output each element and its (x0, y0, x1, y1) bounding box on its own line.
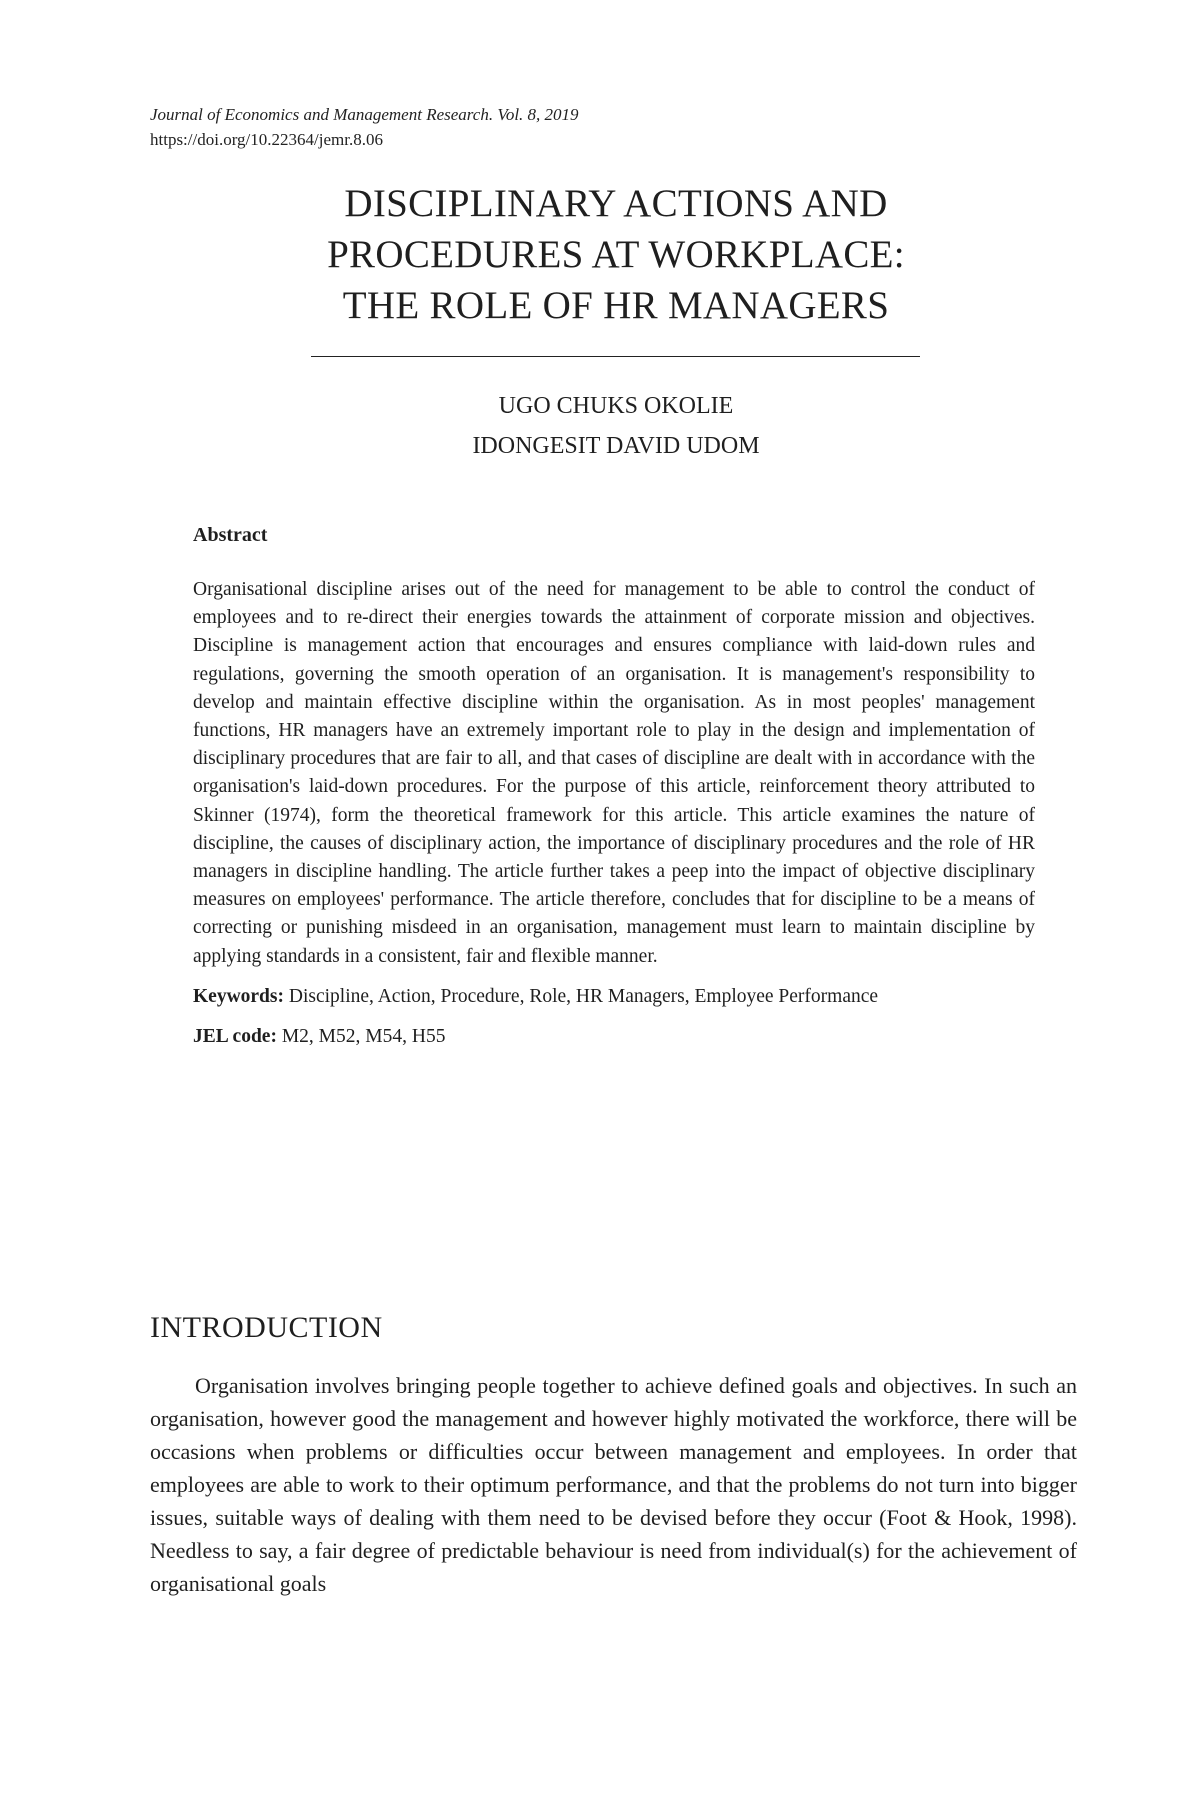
paper-title (150, 178, 1082, 331)
doi-link[interactable]: https://doi.org/10.22364/jemr.8.06 (150, 130, 383, 149)
jel-label: JEL code: (193, 1026, 282, 1048)
author-list (150, 386, 1082, 466)
keywords (193, 983, 1035, 1012)
introduction-heading: INTRODUCTION (150, 1311, 383, 1344)
jel-value: M2, M52, M54, H55 (281, 1026, 446, 1048)
keywords-label: Keywords: (193, 985, 289, 1007)
abstract-section (193, 522, 1035, 1051)
abstract-body: Organisational discipline arises out of the need for management to be able to control the conduct of employees and to re-direct their energies towards the attainment of corporate mission and objectives. Discipline is management action that encourages and ensures compliance with laid-down rules and regulations, governing the smooth operation of an organisation. It is management's responsibility to develop and maintain effective discipline within the organisation. As in most peoples' management functions, HR managers have an extremely important role to play in the design and implementation of disciplinary procedures that are fair to all, and that cases of discipline are dealt with in accordance with the organisation's laid-down procedures. For the purpose of this article, reinforcement theory attributed to Skinner (1974), form the theoretical framework for this article. This article examines the nature of discipline, the causes of disciplinary action, the importance of disciplinary procedures and the role of HR managers in discipline handling. The article further takes a peep into the impact of objective disciplinary measures on employees' performance. The article therefore, concludes that for discipline to be a means of correcting or punishing misdeed in an organisation, management must learn to maintain discipline by applying standards in a consistent, fair and flexible manner. (193, 579, 1035, 967)
title-line-3: THE ROLE OF HR MANAGERS (342, 284, 890, 327)
keywords-value: Discipline, Action, Procedure, Role, HR Managers, Employee Performance (288, 985, 879, 1007)
jel-code (193, 1023, 1035, 1051)
author-name: IDONGESIT DAVID UDOM (472, 433, 760, 459)
author-name: UGO CHUKS OKOLIE (498, 393, 734, 419)
journal-header (150, 102, 579, 152)
abstract-heading: Abstract (193, 524, 268, 546)
title-line-1: DISCIPLINARY ACTIONS AND (344, 182, 888, 225)
title-divider (311, 356, 920, 357)
journal-citation: Journal of Economics and Management Research. Vol. 8, 2019 (150, 105, 579, 124)
introduction-body: Organisation involves bringing people together to achieve defined goals and objectives. In such an organisation, however good the management and however highly motivated the workforce, there will be occasions when problems or difficulties occur between management and employees. In order that employees are able to work to their optimum performance, and that the problems do not turn into bigger issues, suitable ways of dealing with them need to be devised before they occur (Foot & Hook, 1998). Needless to say, a fair degree of predictable behaviour is need from individual(s) for the achievement of organisational goals (150, 1373, 1077, 1596)
title-line-2: PROCEDURES AT WORKPLACE: (327, 233, 905, 276)
